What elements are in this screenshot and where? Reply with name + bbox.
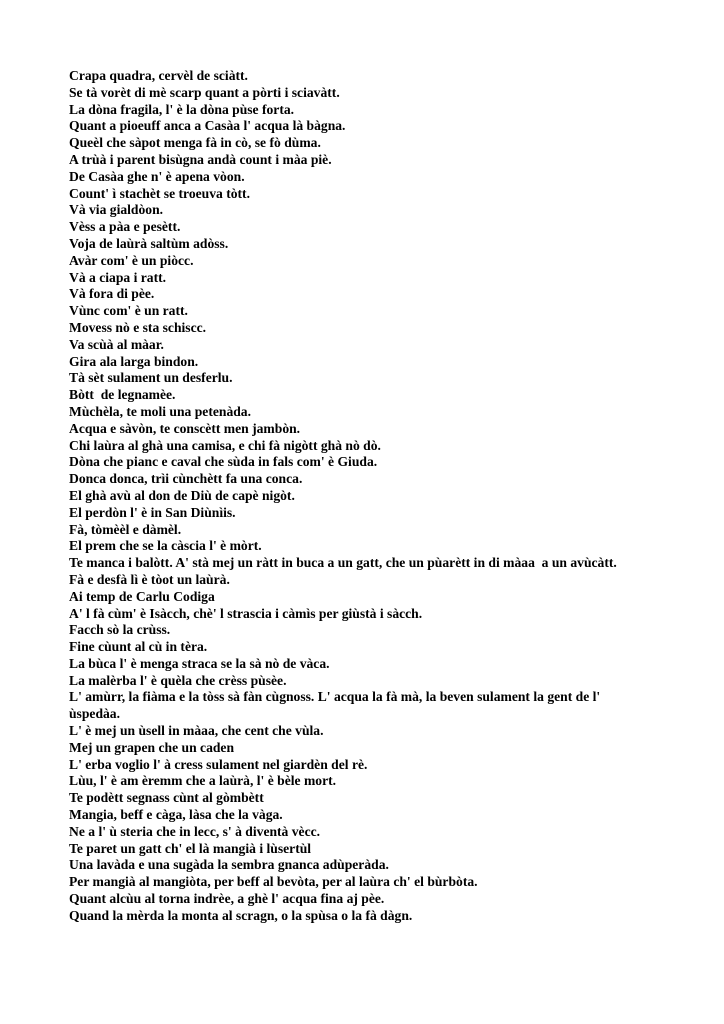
text-line: Fà, tòmèèl e dàmèl.	[69, 521, 182, 537]
text-line: Vèss a pàa e pesètt.	[69, 219, 181, 235]
text-line: El prem che se la càscia l' è mòrt.	[69, 538, 262, 554]
text-line: Una lavàda e una sugàda la sembra gnanca adùperàda.	[69, 857, 389, 873]
text-line: Mej un grapen che un caden	[69, 739, 235, 755]
text-line: Crapa quadra, cervèl de sciàtt.	[69, 68, 248, 83]
text-line: Fine cùunt al cù in tèra.	[69, 639, 208, 655]
text-line: Count' ì stachèt se troeuva tòtt.	[69, 185, 250, 201]
text-line: Chi laùra al ghà una camisa, e chi fà nigòtt ghà nò dò.	[69, 437, 381, 453]
text-line: Avàr com' è un piòcc.	[69, 252, 194, 268]
text-line: La malèrba l' è quèla che crèss pùsèe.	[69, 672, 287, 688]
text-line: De Casàa ghe n' è apena vòon.	[69, 168, 245, 184]
text-line: Se tà vorèt di mè scarp quant a pòrti i sciavàtt.	[69, 84, 340, 100]
text-line: Fà e desfà lì è tòot un laùrà.	[69, 571, 230, 587]
text-line: Te manca i balòtt. A' stà mej un ràtt in buca a un gatt, che un pùarètt in di màaa a un avùcàtt.	[69, 555, 617, 571]
text-line: Quant alcùu al torna indrèe, a ghè l' acqua fina aj pèe.	[69, 891, 385, 907]
text-line: L' amùrr, la fiàma e la tòss sà fàn cùgnoss. L' acqua la fà mà, la beven sulament la gent de l' ùspedàa.	[69, 689, 604, 722]
text-line: Te paret un gatt ch' el là mangià i lùsertùl	[69, 840, 312, 856]
proverb-list	[69, 68, 649, 925]
text-line: Vùnc com' è un ratt.	[69, 303, 188, 319]
text-line: Gira ala larga bindon.	[69, 353, 199, 369]
text-line: Ne a l' ù steria che in lecc, s' à diventà vècc.	[69, 823, 321, 839]
text-line: L' è mej un ùsell in màaa, che cent che vùla.	[69, 723, 324, 739]
text-line: Movess nò e sta schiscc.	[69, 319, 207, 335]
text-line: Tà sèt sulament un desferlu.	[69, 370, 233, 386]
text-line: Mangia, beff e càga, làsa che la vàga.	[69, 807, 283, 823]
text-line: Voja de laùrà saltùm adòss.	[69, 235, 229, 251]
text-line: Queèl che sàpot menga fà in cò, se fò dùma.	[69, 135, 321, 151]
text-line: A trùà i parent bisùgna andà count i màa piè.	[69, 151, 332, 167]
text-line: Và via gialdòon.	[69, 202, 164, 218]
text-line: Acqua e sàvòn, te conscètt men jambòn.	[69, 420, 301, 436]
text-line: El perdòn l' è in San Diùnìis.	[69, 504, 236, 520]
text-line: Và fora di pèe.	[69, 286, 155, 302]
text-line: Và a ciapa i ratt.	[69, 269, 167, 285]
text-line: Ai temp de Carlu Codiga	[69, 588, 215, 604]
text-line: Va scùà al màar.	[69, 336, 164, 352]
text-line: Donca donca, trìi cùnchètt fa una conca.	[69, 471, 303, 487]
text-line: Facch sò la crùss.	[69, 622, 171, 638]
text-line: La bùca l' è menga straca se la sà nò de vàca.	[69, 655, 330, 671]
text-line: Per mangià al mangiòta, per beff al bevòta, per al laùra ch' el bùrbòta.	[69, 874, 478, 890]
text-line: Quant a pioeuff anca a Casàa l' acqua là bàgna.	[69, 118, 346, 134]
text-line: El ghà avù al don de Diù de capè nigòt.	[69, 487, 295, 503]
text-line: Lùu, l' è am èremm che a laùrà, l' è bèle mort.	[69, 773, 337, 789]
text-line: Quand la mèrda la monta al scragn, o la spùsa o la fà dàgn.	[69, 907, 413, 923]
text-line: Bòtt de legnamèe.	[69, 387, 176, 403]
text-line: A' l fà cùm' è Isàcch, chè' l strascia i càmìs per giùstà i sàcch.	[69, 605, 423, 621]
text-line: L' erba voglio l' à cress sulament nel giardèn del rè.	[69, 756, 368, 772]
text-line: Te podètt segnass cùnt al gòmbètt	[69, 790, 264, 806]
text-line: Mùchèla, te moli una petenàda.	[69, 403, 252, 419]
text-line: Dòna che pianc e caval che sùda in fals com' è Giuda.	[69, 454, 378, 470]
text-line: La dòna fragila, l' è la dòna pùse forta.	[69, 101, 295, 117]
